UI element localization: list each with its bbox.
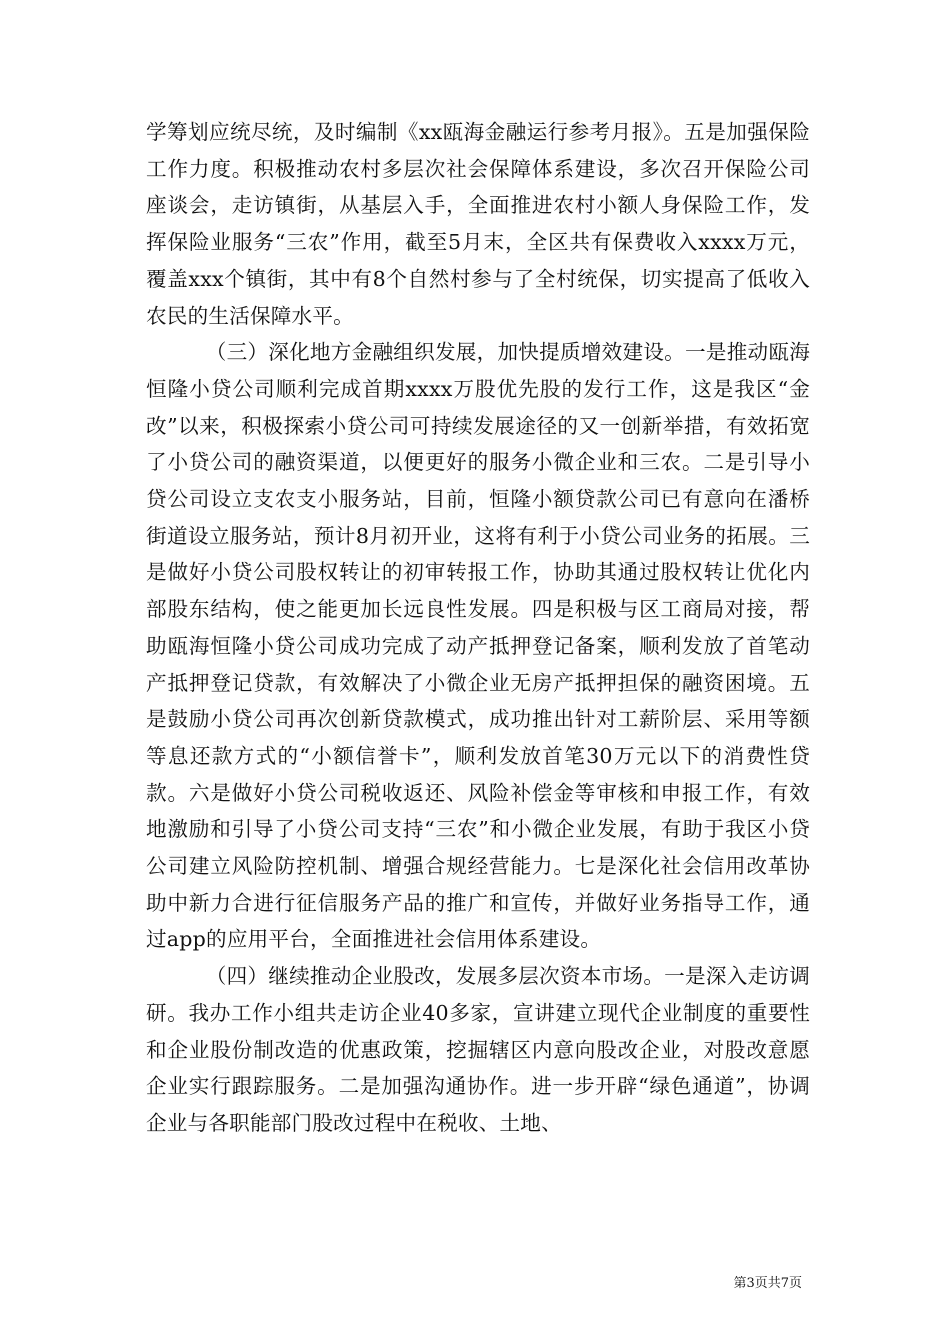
page-footer (0, 1276, 950, 1292)
paragraph-section-four: （四）继续推动企业股改，发展多层次资本市场。一是深入走访调研。我办工作小组共走访企业40多家，宣讲建立现代企业制度的重要性和企业股份制改造的优惠政策，挖掘辖区内意向股改企业，对股改意愿企业实行跟踪服务。二是加强沟通协作。进一步开辟“绿色通道”，协调企业与各职能部门股改过程中在税收、土地、 (146, 964, 810, 1135)
page-number: 第3页共7页 (733, 1276, 802, 1291)
paragraph-section-three: （三）深化地方金融组织发展，加快提质增效建设。一是推动瓯海恒隆小贷公司顺利完成首期xxxx万股优先股的发行工作，这是我区“金改”以来，积极探索小贷公司可持续发展途径的又一创新举措，有效拓宽了小贷公司的融资渠道，以便更好的服务小微企业和三农。二是引导小贷公司设立支农支小服务站，目前，恒隆小额贷款公司已有意向在潘桥街道设立服务站，预计8月初开业，这将有利于小贷公司业务的拓展。三是做好小贷公司股权转让的初审转报工作，协助其通过股权转让优化内部股东结构，使之能更加长远良性发展。四是积极与区工商局对接，帮助瓯海恒隆小贷公司成功完成了动产抵押登记备案，顺利发放了首笔动产抵押登记贷款，有效解决了小微企业无房产抵押担保的融资困境。五是鼓励小贷公司再次创新贷款模式，成功推出针对工薪阶层、采用等额等息还款方式的“小额信誉卡”，顺利发放首笔30万元以下的消费性贷款。六是做好小贷公司税收返还、风险补偿金等审核和申报工作，有效地激励和引导了小贷公司支持“三农”和小微企业发展，有助于我区小贷公司建立风险防控机制、增强合规经营能力。七是深化社会信用改革协助中新力合进行征信服务产品的推广和宣传，并做好业务指导工作，通过app的应用平台，全面推进社会信用体系建设。 (146, 340, 810, 952)
document-body (146, 114, 810, 1142)
paragraph-insurance-continuation: 学筹划应统尽统，及时编制《xx瓯海金融运行参考月报》。五是加强保险工作力度。积极推动农村多层次社会保障体系建设，多次召开保险公司座谈会，走访镇街，从基层入手，全面推进农村小额人身保险工作，发挥保险业服务“三农”作用，截至5月末，全区共有保费收入xxxx万元，覆盖xxx个镇街，其中有8个自然村参与了全村统保，切实提高了低收入农民的生活保障水平。 (146, 120, 810, 328)
